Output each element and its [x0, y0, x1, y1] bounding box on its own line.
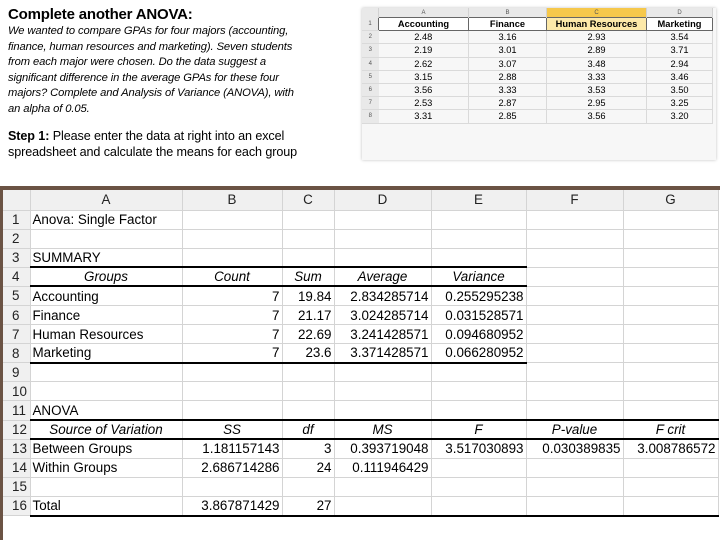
summary-variance[interactable]: 0.066280952 [431, 344, 526, 363]
mini-cell[interactable]: 2.87 [469, 97, 547, 110]
cell[interactable] [334, 210, 431, 229]
cell[interactable] [182, 210, 282, 229]
summary-header-sum[interactable]: Sum [282, 267, 334, 286]
cell[interactable] [623, 477, 718, 496]
summary-average[interactable]: 3.371428571 [334, 344, 431, 363]
cell[interactable] [431, 248, 526, 267]
summary-sum[interactable]: 21.17 [282, 305, 334, 324]
intro-text-block [8, 6, 360, 160]
anova-source-total[interactable]: Total [30, 496, 182, 515]
cell[interactable] [334, 229, 431, 248]
cell[interactable] [334, 363, 431, 382]
summary-group-name[interactable]: Accounting [30, 286, 182, 305]
mini-cell[interactable]: 3.48 [547, 57, 647, 70]
cell[interactable] [623, 305, 718, 324]
mini-cell[interactable]: 3.33 [547, 70, 647, 83]
anova-source-between[interactable]: Between Groups [30, 439, 182, 458]
intro-line: We wanted to compare GPAs for four majors (accounting, [8, 25, 289, 37]
cell[interactable] [282, 363, 334, 382]
step-instruction [8, 128, 360, 160]
cell[interactable] [182, 248, 282, 267]
mini-header-finance[interactable]: Finance [469, 18, 547, 31]
row-header[interactable]: 14 [3, 458, 30, 477]
anova-f-value[interactable]: 3.517030893 [431, 439, 526, 458]
cell[interactable] [623, 363, 718, 382]
mini-col-header[interactable]: D [647, 8, 713, 18]
mini-row-number[interactable]: 1 [362, 18, 379, 31]
cell[interactable] [526, 401, 623, 420]
cell[interactable] [623, 496, 718, 515]
mini-row-number[interactable]: 6 [362, 83, 379, 96]
row-header[interactable]: 5 [3, 286, 30, 305]
summary-header-variance[interactable]: Variance [431, 267, 526, 286]
cell-a1[interactable]: Anova: Single Factor [30, 210, 182, 229]
cell[interactable] [623, 344, 718, 363]
cell[interactable] [182, 363, 282, 382]
anova-ss-total[interactable]: 3.867871429 [182, 496, 282, 515]
anova-ss-within[interactable]: 2.686714286 [182, 458, 282, 477]
cell[interactable] [30, 477, 182, 496]
summary-count[interactable]: 7 [182, 305, 282, 324]
summary-variance[interactable]: 0.094680952 [431, 325, 526, 344]
cell[interactable] [30, 382, 182, 401]
summary-header-count[interactable]: Count [182, 267, 282, 286]
intro-line: an alpha of 0.05. [8, 102, 90, 115]
cell[interactable] [334, 496, 431, 515]
mini-row-number[interactable]: 7 [362, 97, 379, 110]
mini-cell[interactable]: 3.56 [379, 83, 469, 96]
cell[interactable] [182, 229, 282, 248]
cell[interactable] [526, 286, 623, 305]
cell[interactable] [431, 496, 526, 515]
cell[interactable] [526, 477, 623, 496]
cell[interactable] [526, 229, 623, 248]
cell[interactable] [526, 363, 623, 382]
cell[interactable] [623, 458, 718, 477]
cell[interactable] [526, 382, 623, 401]
anova-header-ss[interactable]: SS [182, 420, 282, 439]
mini-header-accounting[interactable]: Accounting [379, 18, 469, 31]
cell[interactable] [182, 401, 282, 420]
cell[interactable] [431, 477, 526, 496]
mini-cell[interactable]: 3.54 [647, 31, 713, 44]
summary-sum[interactable]: 23.6 [282, 344, 334, 363]
row-header[interactable]: 3 [3, 248, 30, 267]
cell[interactable] [623, 401, 718, 420]
mini-cell[interactable]: 3.15 [379, 70, 469, 83]
intro-line: majors? Complete and Analysis of Variance (ANOVA), with [8, 87, 294, 100]
anova-header-f[interactable]: F [431, 420, 526, 439]
cell[interactable] [431, 363, 526, 382]
anova-header-f-crit[interactable]: F crit [623, 420, 718, 439]
cell[interactable] [526, 210, 623, 229]
mini-cell[interactable]: 2.53 [379, 97, 469, 110]
step-label: Step 1: [8, 128, 50, 143]
anova-ms-between[interactable]: 0.393719048 [334, 439, 431, 458]
anova-header-ms[interactable]: MS [334, 420, 431, 439]
summary-average[interactable]: 3.024285714 [334, 305, 431, 324]
cell[interactable] [282, 401, 334, 420]
mini-col-header-selected[interactable]: C [547, 8, 647, 18]
cell[interactable] [526, 325, 623, 344]
cell[interactable] [282, 248, 334, 267]
row-header[interactable]: 15 [3, 477, 30, 496]
mini-row-number[interactable]: 4 [362, 57, 379, 70]
cell[interactable] [431, 382, 526, 401]
cell[interactable] [526, 267, 623, 286]
summary-sum[interactable]: 19.84 [282, 286, 334, 305]
cell[interactable] [623, 229, 718, 248]
mini-cell[interactable]: 2.85 [469, 110, 547, 123]
cell[interactable] [334, 382, 431, 401]
mini-cell[interactable]: 3.50 [647, 83, 713, 96]
col-header-d[interactable]: D [334, 190, 431, 210]
row-header[interactable]: 13 [3, 439, 30, 458]
summary-count[interactable]: 7 [182, 344, 282, 363]
mini-header-human-resources[interactable]: Human Resources [547, 18, 647, 31]
cell[interactable] [623, 248, 718, 267]
intro-line: finance, human resources and marketing). Seven students [8, 40, 293, 53]
summary-average[interactable]: 2.834285714 [334, 286, 431, 305]
summary-group-name[interactable]: Marketing [30, 344, 182, 363]
row-header[interactable]: 4 [3, 267, 30, 286]
mini-cell[interactable]: 2.93 [547, 31, 647, 44]
anova-header-p-value[interactable]: P-value [526, 420, 623, 439]
mini-cell[interactable]: 3.16 [469, 31, 547, 44]
mini-cell[interactable]: 2.88 [469, 70, 547, 83]
mini-col-header[interactable]: A [379, 8, 469, 18]
summary-average[interactable]: 3.241428571 [334, 325, 431, 344]
cell[interactable] [282, 210, 334, 229]
row-header[interactable]: 8 [3, 344, 30, 363]
raw-data-table [362, 8, 713, 124]
mini-cell[interactable]: 3.56 [547, 110, 647, 123]
anova-df-within[interactable]: 24 [282, 458, 334, 477]
row-header[interactable]: 11 [3, 401, 30, 420]
cell[interactable] [623, 267, 718, 286]
row-header[interactable]: 1 [3, 210, 30, 229]
cell[interactable] [623, 382, 718, 401]
anova-ms-within[interactable]: 0.111946429 [334, 458, 431, 477]
mini-cell[interactable]: 2.19 [379, 44, 469, 57]
summary-sum[interactable]: 22.69 [282, 325, 334, 344]
anova-f-crit[interactable]: 3.008786572 [623, 439, 718, 458]
cell[interactable] [623, 325, 718, 344]
cell[interactable] [431, 210, 526, 229]
summary-variance[interactable]: 0.255295238 [431, 286, 526, 305]
col-header-b[interactable]: B [182, 190, 282, 210]
cell[interactable] [431, 458, 526, 477]
summary-variance[interactable]: 0.031528571 [431, 305, 526, 324]
mini-cell[interactable]: 3.07 [469, 57, 547, 70]
mini-cell[interactable]: 2.89 [547, 44, 647, 57]
cell[interactable] [182, 477, 282, 496]
mini-col-header[interactable]: B [469, 8, 547, 18]
cell[interactable] [282, 229, 334, 248]
anova-df-between[interactable]: 3 [282, 439, 334, 458]
cell[interactable] [623, 286, 718, 305]
mini-header-marketing[interactable]: Marketing [647, 18, 713, 31]
sheet-corner[interactable] [3, 190, 30, 210]
row-header[interactable]: 6 [3, 305, 30, 324]
anova-spreadsheet [0, 186, 720, 540]
mini-cell[interactable]: 3.46 [647, 70, 713, 83]
summary-count[interactable]: 7 [182, 325, 282, 344]
anova-header-source[interactable]: Source of Variation [30, 420, 182, 439]
cell[interactable] [30, 229, 182, 248]
col-header-e[interactable]: E [431, 190, 526, 210]
cell[interactable] [526, 458, 623, 477]
cell[interactable] [282, 382, 334, 401]
summary-header-average[interactable]: Average [334, 267, 431, 286]
mini-cell[interactable]: 2.94 [647, 57, 713, 70]
cell[interactable] [526, 344, 623, 363]
raw-data-sheet [362, 8, 716, 160]
mini-cell[interactable]: 3.33 [469, 83, 547, 96]
mini-cell[interactable]: 2.62 [379, 57, 469, 70]
mini-cell[interactable]: 2.48 [379, 31, 469, 44]
mini-cell[interactable]: 2.95 [547, 97, 647, 110]
mini-row-number[interactable]: 3 [362, 44, 379, 57]
row-header[interactable]: 12 [3, 420, 30, 439]
summary-group-name[interactable]: Finance [30, 305, 182, 324]
mini-cell[interactable]: 3.53 [547, 83, 647, 96]
anova-df-total[interactable]: 27 [282, 496, 334, 515]
row-header[interactable]: 16 [3, 496, 30, 515]
row-header[interactable]: 10 [3, 382, 30, 401]
mini-row-number[interactable]: 2 [362, 31, 379, 44]
intro-paragraph [8, 24, 360, 118]
step-text: Please enter the data at right into an excel [49, 128, 285, 143]
cell-a11-anova[interactable]: ANOVA [30, 401, 182, 420]
cell[interactable] [526, 305, 623, 324]
cell[interactable] [334, 401, 431, 420]
anova-table [3, 190, 719, 517]
step-text-2: spreadsheet and calculate the means for each group [8, 144, 298, 159]
anova-p-value[interactable]: 0.030389835 [526, 439, 623, 458]
summary-header-groups[interactable]: Groups [30, 267, 182, 286]
cell[interactable] [30, 363, 182, 382]
mini-cell[interactable]: 3.20 [647, 110, 713, 123]
cell[interactable] [526, 496, 623, 515]
cell[interactable] [334, 477, 431, 496]
intro-line: from each major were chosen. Do the data suggest a [8, 56, 267, 69]
col-header-a[interactable]: A [30, 190, 182, 210]
mini-cell[interactable]: 3.25 [647, 97, 713, 110]
intro-line: significant difference in the average GPAs for these four [8, 71, 279, 84]
mini-row-number[interactable]: 8 [362, 110, 379, 123]
summary-count[interactable]: 7 [182, 286, 282, 305]
row-header[interactable]: 7 [3, 325, 30, 344]
cell[interactable] [182, 382, 282, 401]
cell[interactable] [282, 477, 334, 496]
col-header-c[interactable]: C [282, 190, 334, 210]
mini-cell[interactable]: 3.31 [379, 110, 469, 123]
row-header[interactable]: 2 [3, 229, 30, 248]
anova-ss-between[interactable]: 1.181157143 [182, 439, 282, 458]
cell[interactable] [334, 248, 431, 267]
cell[interactable] [526, 248, 623, 267]
anova-source-within[interactable]: Within Groups [30, 458, 182, 477]
mini-cell[interactable]: 3.71 [647, 44, 713, 57]
cell[interactable] [431, 229, 526, 248]
cell-a3-summary[interactable]: SUMMARY [30, 248, 182, 267]
anova-header-df[interactable]: df [282, 420, 334, 439]
summary-group-name[interactable]: Human Resources [30, 325, 182, 344]
mini-corner [362, 8, 379, 18]
cell[interactable] [431, 401, 526, 420]
cell[interactable] [623, 210, 718, 229]
intro-title: Complete another ANOVA: [8, 6, 193, 23]
row-header[interactable]: 9 [3, 363, 30, 382]
mini-row-number[interactable]: 5 [362, 70, 379, 83]
col-header-f[interactable]: F [526, 190, 623, 210]
col-header-g[interactable]: G [623, 190, 718, 210]
mini-cell[interactable]: 3.01 [469, 44, 547, 57]
